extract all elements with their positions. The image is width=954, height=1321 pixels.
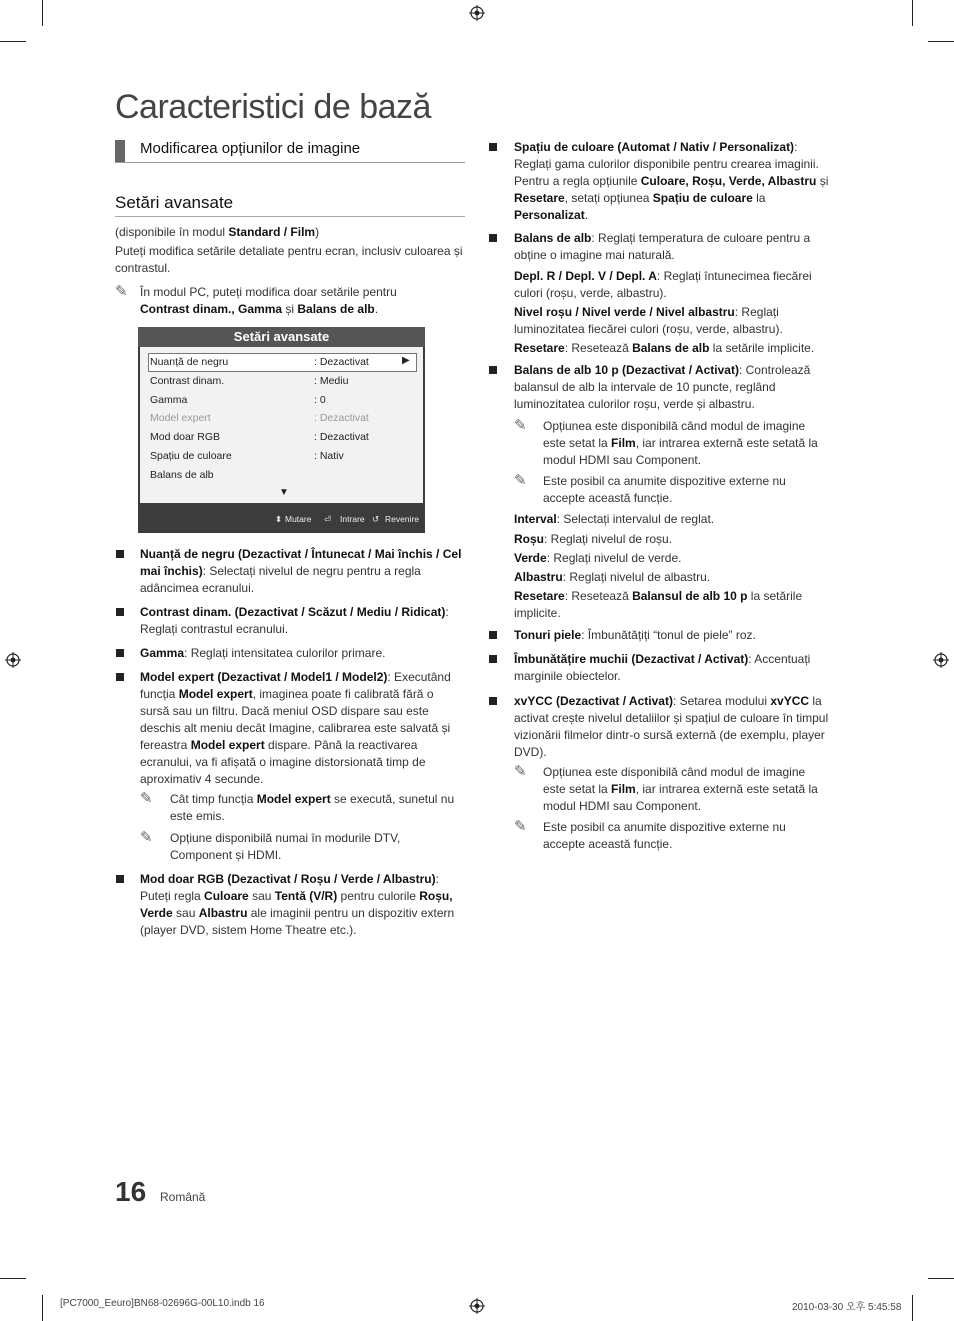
item-xvycc: xvYCC (Dezactivat / Activat): Setarea modului xvYCC la activat crește nivelul detaliilor și spațiul de culoare în timpul vizionării filmelor dintr-o sursă externă (de exemplu, player DVD).: [514, 694, 829, 759]
return-icon: ↺: [372, 514, 380, 524]
bullet: [489, 366, 497, 374]
crop-mark: [0, 1278, 26, 1279]
osd-menu: [138, 327, 425, 533]
osd-item-value: : Dezactivat: [314, 412, 369, 424]
section-title: Modificarea opțiunilor de imagine: [140, 140, 361, 157]
osd-item-value: : Mediu: [314, 375, 349, 387]
osd-item-label: Nuanță de negru: [150, 356, 229, 368]
sub-depl: Depl. R / Depl. V / Depl. A: Reglați întunecimea fiecărei culori (roșu, verde, albastru).: [514, 269, 812, 300]
pencil-note-icon: ✎: [514, 417, 527, 434]
osd-item-label: Model expert: [150, 412, 211, 424]
item-imbunatatire-muchii: Îmbunătățire muchii (Dezactivat / Activat): Accentuați marginile obiectelor.: [514, 652, 811, 683]
sub-albastru: Albastru: Reglați nivelul de albastru.: [514, 570, 711, 584]
crop-mark: [912, 0, 913, 26]
crop-mark: [42, 0, 43, 26]
crop-mark: [928, 41, 954, 42]
registration-mark-icon: [469, 1298, 485, 1314]
osd-item-label[interactable]: Gamma: [150, 394, 188, 406]
item-balans-alb-10p: Balans de alb 10 p (Dezactivat / Activat): Controlează balansul de alb la intervale de 10 puncte, reglând luminozitatea culorilor roșu, verde și albastru.: [514, 363, 811, 411]
sub-interval: Interval: Selectați intervalul de reglat.: [514, 512, 715, 526]
bullet: [489, 143, 497, 151]
pencil-note-icon: ✎: [514, 818, 527, 835]
crop-mark: [912, 1295, 913, 1321]
updown-icon: ⬍: [275, 514, 283, 524]
note-external-devices-xvycc: Este posibil ca anumite dispozitive externe nu accepte această funcție.: [543, 820, 786, 851]
item-model-expert: Model expert (Dezactivat / Model1 / Model2): Executând funcția Model expert, imaginea poate fi calibrată fără o sursă sau un filtru. Dacă meniul OSD dispare sau este deschis alt meniu decât Imagine, calibrarea este salvată și fereastra Model expert dispare. Până la reactivarea ecranului, va fi afișată o imagine distorsionată timp de aproximativ 4 secunde.: [140, 670, 451, 786]
note-film-mode-xvycc: Opțiunea este disponibilă când modul de imagine este setat la Film, iar intrarea externă este setată la modul HDMI sau Component.: [543, 765, 818, 813]
item-nuanta-negru: Nuanță de negru (Dezactivat / Întunecat / Mai închis / Cel mai închis): Selectați nivelul de negru pentru a regla adâncimea ecranului.: [140, 547, 462, 595]
pencil-note-icon: ✎: [115, 283, 128, 300]
osd-item-value: : Dezactivat: [314, 431, 369, 443]
page-number: 16: [115, 1176, 147, 1207]
osd-item-value: : Dezactivat: [314, 356, 369, 368]
bullet: [116, 673, 124, 681]
crop-mark: [42, 1295, 43, 1321]
sub-resetare-10p: Resetare: Resetează Balansul de alb 10 p la setările implicite.: [514, 589, 803, 620]
bullet: [116, 875, 124, 883]
intro-text: Puteți modifica setările detaliate pentru ecran, inclusiv culoarea și contrastul.: [115, 244, 463, 275]
foot-move: Mutare: [285, 514, 312, 524]
item-tonuri-piele: Tonuri piele: Îmbunătățiți “tonul de piele” roz.: [514, 628, 756, 642]
pencil-note-icon: ✎: [514, 763, 527, 780]
osd-item-label[interactable]: Balans de alb: [150, 469, 214, 481]
bullet: [116, 649, 124, 657]
section-bar: [115, 140, 125, 162]
note-film-mode: Opțiunea este disponibilă când modul de imagine este setat la Film, iar intrarea externă este setată la modul HDMI sau Component.: [543, 419, 818, 467]
sub-nivel: Nivel roșu / Nivel verde / Nivel albastru: Reglați luminozitatea fiecărei culori (roșu, verde, albastru).: [514, 305, 783, 336]
bullet: [489, 631, 497, 639]
registration-mark-icon: [933, 652, 949, 668]
registration-mark-icon: [469, 5, 485, 21]
crop-mark: [0, 41, 26, 42]
sub-verde: Verde: Reglați nivelul de verde.: [514, 551, 682, 565]
enter-icon: ⏎: [324, 514, 332, 524]
pencil-note-icon: ✎: [140, 829, 153, 846]
slug-date: 2010-03-30 오후 5:45:58: [792, 1302, 902, 1313]
osd-item-value: : 0: [314, 394, 326, 406]
foot-return: Revenire: [385, 514, 420, 524]
section-heading: [115, 138, 465, 163]
bullet: [489, 655, 497, 663]
item-spatiu-culoare: Spațiu de culoare (Automat / Nativ / Personalizat): Reglați gama culorilor disponibile pentru crearea imaginii. Pentru a regla opțiunile Culoare, Roșu, Verde, Albastru și Resetare, setați opțiunea Spațiu de culoare la Personalizat.: [514, 140, 829, 222]
availability-text: (disponibile în modul Standard / Film): [115, 225, 320, 239]
bullet: [489, 697, 497, 705]
item-contrast-dinam: Contrast dinam. (Dezactivat / Scăzut / Mediu / Ridicat): Reglați contrastul ecranului.: [140, 605, 449, 636]
osd-item-label[interactable]: Spațiu de culoare: [150, 450, 232, 462]
slug-file: [PC7000_Eeuro]BN68-02696G-00L10.indb 16: [60, 1298, 265, 1309]
osd-item-label[interactable]: Contrast dinam.: [150, 375, 225, 387]
page-title: Caracteristici de bază: [115, 88, 431, 126]
note-model-expert-sound: Cât timp funcția Model expert se execută, sunetul nu este emis.: [170, 792, 455, 823]
registration-mark-icon: [5, 652, 21, 668]
sub-rosu: Roșu: Reglați nivelul de roșu.: [514, 532, 673, 546]
item-balans-alb: Balans de alb: Reglați temperatura de culoare pentru a obține o imagine mai naturală.: [514, 231, 811, 262]
pencil-note-icon: ✎: [514, 472, 527, 489]
bullet: [116, 608, 124, 616]
item-mod-doar-rgb: Mod doar RGB (Dezactivat / Roșu / Verde / Albastru): Puteți regla Culoare sau Tentă (V/R) pentru culorile Roșu, Verde sau Albastru ale imaginii pentru un dispozitiv extern (player DVD, sistem Home Theatre etc.).: [140, 872, 455, 937]
osd-item-label[interactable]: Mod doar RGB: [150, 431, 221, 443]
arrow-right-icon: ▶: [402, 355, 410, 366]
note-external-devices: Este posibil ca anumite dispozitive externe nu accepte această funcție.: [543, 474, 786, 505]
note-model-expert-modes: Opțiune disponibilă numai în modurile DTV, Component și HDMI.: [170, 831, 401, 862]
arrow-down-icon: ▼: [279, 487, 289, 498]
foot-enter: Intrare: [340, 514, 365, 524]
osd-body: [140, 347, 423, 503]
osd-footer: [138, 505, 425, 533]
osd-item-value: : Nativ: [314, 450, 344, 462]
bullet: [489, 234, 497, 242]
subsection-title: Setări avansate: [115, 193, 465, 217]
item-gamma: Gamma: Reglați intensitatea culorilor primare.: [140, 646, 386, 660]
language-label: Română: [160, 1190, 206, 1204]
note-pc-mode: În modul PC, puteți modifica doar setările pentru Contrast dinam., Gamma și Balans de alb.: [140, 285, 397, 316]
bullet: [116, 550, 124, 558]
osd-header: Setări avansate: [138, 327, 425, 347]
sub-resetare: Resetare: Resetează Balans de alb la setările implicite.: [514, 341, 815, 355]
crop-mark: [928, 1278, 954, 1279]
pencil-note-icon: ✎: [140, 790, 153, 807]
